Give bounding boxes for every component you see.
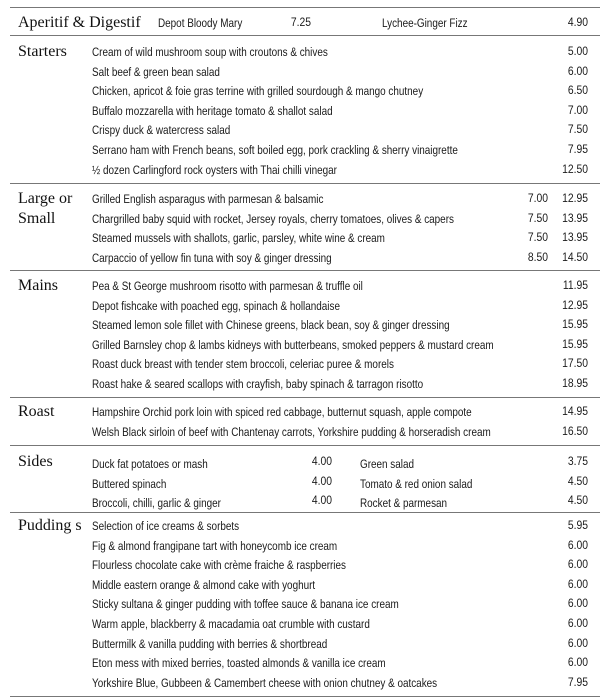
side-item-name: Tomato & red onion salad xyxy=(360,476,473,491)
menu-item-price: 6.00 xyxy=(567,618,588,630)
section-divider xyxy=(10,7,600,8)
section-title-puddings: Pudding s xyxy=(18,517,82,534)
side-item-name: Buttered spinach xyxy=(92,476,167,491)
menu-item-name: Crispy duck & watercress salad xyxy=(92,123,231,138)
menu-item-small-price: 7.50 xyxy=(527,232,548,245)
menu-item-price: 12.95 xyxy=(562,299,588,312)
section-title-mains: Mains xyxy=(18,277,58,294)
side-item-name: Green salad xyxy=(360,457,415,471)
menu-item-price: 6.00 xyxy=(567,657,588,670)
menu-item-price: 15.95 xyxy=(562,338,588,351)
side-item-name: Broccoli, chilli, garlic & ginger xyxy=(92,496,221,511)
side-item-price: 4.50 xyxy=(567,475,588,488)
menu-item-price: 6.00 xyxy=(567,539,588,552)
menu-item-price: 18.95 xyxy=(562,378,588,390)
section-divider xyxy=(10,512,600,513)
menu-item-price: 12.50 xyxy=(562,163,588,176)
menu-item-name: Depot fishcake with poached egg, spinach & hollandaise xyxy=(92,298,340,313)
section-divider xyxy=(10,696,600,697)
menu-item-price: 6.00 xyxy=(567,65,588,78)
side-item-price: 3.75 xyxy=(567,456,588,468)
side-item-price: 4.00 xyxy=(311,475,332,488)
menu-item-price: 15.95 xyxy=(562,319,588,332)
menu-item-name: Grilled English asparagus with parmesan & balsamic xyxy=(92,192,324,206)
menu-item-price: 16.50 xyxy=(562,425,588,438)
menu-item-price: 14.95 xyxy=(562,406,588,418)
menu-item-name: Salt beef & green bean salad xyxy=(92,64,220,79)
menu-item-name: Selection of ice creams & sorbets xyxy=(92,519,240,533)
menu-item-name: Warm apple, blackberry & macadamia oat crumble with custard xyxy=(92,617,370,631)
drink-price: 4.90 xyxy=(567,17,588,29)
menu-item-name: Eton mess with mixed berries, toasted almonds & vanilla ice cream xyxy=(92,656,386,671)
menu-item-name: Chargrilled baby squid with rocket, Jersey royals, cherry tomatoes, olives & capers xyxy=(92,211,454,226)
section-divider xyxy=(10,397,600,398)
menu-item-name: Buffalo mozzarella with heritage tomato & shallot salad xyxy=(92,103,333,118)
drink-name: Depot Bloody Mary xyxy=(158,16,243,30)
menu-item-price: 6.50 xyxy=(567,85,588,98)
menu-item-price: 6.00 xyxy=(567,559,588,572)
menu-item-name: Fig & almond frangipane tart with honeycomb ice cream xyxy=(92,538,338,553)
menu-item-price: 7.00 xyxy=(567,104,588,117)
menu-item-name: Flourless chocolate cake with crème fraiche & raspberries xyxy=(92,558,346,573)
menu-item-small-price: 7.00 xyxy=(527,193,548,205)
menu-item-price: 13.95 xyxy=(562,232,588,245)
menu-item-name: Middle eastern orange & almond cake with yoghurt xyxy=(92,577,316,592)
menu-item-name: Pea & St George mushroom risotto with parmesan & truffle oil xyxy=(92,279,363,293)
menu-item-price: 6.00 xyxy=(567,598,588,611)
section-title-starters: Starters xyxy=(18,43,67,60)
side-item-name: Duck fat potatoes or mash xyxy=(92,457,208,471)
menu-item-price: 12.95 xyxy=(562,193,588,205)
menu-item-small-price: 7.50 xyxy=(527,212,548,225)
side-item-price: 4.00 xyxy=(311,456,332,468)
menu-item-price: 6.00 xyxy=(567,637,588,650)
menu-item-price: 5.00 xyxy=(567,46,588,58)
drink-price: 7.25 xyxy=(290,17,311,29)
section-divider xyxy=(10,35,600,36)
menu-item-price: 5.95 xyxy=(567,520,588,532)
menu-item-name: Welsh Black sirloin of beef with Chantenay carrots, Yorkshire pudding & horseradish cream xyxy=(92,424,491,439)
menu-item-name: Roast hake & seared scallops with crayfish, baby spinach & tarragon risotto xyxy=(92,377,424,391)
section-title-aperitif: Aperitif & Digestif xyxy=(18,14,141,31)
drink-name: Lychee-Ginger Fizz xyxy=(382,16,468,30)
menu-item-price: 17.50 xyxy=(562,358,588,371)
menu-item-price: 7.95 xyxy=(567,676,588,689)
section-divider xyxy=(10,445,600,446)
side-item-price: 4.00 xyxy=(311,495,332,508)
menu-item-name: Steamed lemon sole fillet with Chinese greens, black bean, soy & ginger dressing xyxy=(92,318,450,333)
menu-item-name: Yorkshire Blue, Gubbeen & Camembert cheese with onion chutney & oatcakes xyxy=(92,675,438,690)
menu-item-price: 7.50 xyxy=(567,124,588,137)
menu-item-name: Roast duck breast with tender stem broccoli, celeriac puree & morels xyxy=(92,357,394,372)
menu-item-price: 11.95 xyxy=(562,280,588,292)
section-title-large-or-small: Large or Small xyxy=(18,190,73,227)
menu-item-price: 14.50 xyxy=(562,251,588,264)
menu-item-name: Steamed mussels with shallots, garlic, parsley, white wine & cream xyxy=(92,231,385,246)
menu-item-name: Cream of wild mushroom soup with croutons & chives xyxy=(92,45,328,59)
menu-item-small-price: 8.50 xyxy=(527,251,548,264)
section-divider xyxy=(10,270,600,271)
section-title-sides: Sides xyxy=(18,453,53,470)
section-title-roast: Roast xyxy=(18,403,55,420)
side-item-price: 4.50 xyxy=(567,495,588,508)
menu-item-name: Grilled Barnsley chop & lambs kidneys with butterbeans, smoked peppers & mustard cream xyxy=(92,337,494,352)
menu-item-price: 13.95 xyxy=(562,212,588,225)
menu-item-price: 7.95 xyxy=(567,144,588,156)
menu-item-name: Sticky sultana & ginger pudding with toffee sauce & banana ice cream xyxy=(92,597,399,612)
section-divider xyxy=(10,183,600,184)
menu-item-name: Chicken, apricot & foie gras terrine with grilled sourdough & mango chutney xyxy=(92,84,424,99)
menu-item-name: Serrano ham with French beans, soft boiled egg, pork crackling & sherry vinaigrette xyxy=(92,143,458,157)
menu-item-name: Carpaccio of yellow fin tuna with soy & ginger dressing xyxy=(92,250,332,265)
menu-item-price: 6.00 xyxy=(567,578,588,591)
menu-item-name: Buttermilk & vanilla pudding with berries & shortbread xyxy=(92,636,328,651)
menu-item-name: Hampshire Orchid pork loin with spiced red cabbage, butternut squash, apple compote xyxy=(92,405,472,419)
side-item-name: Rocket & parmesan xyxy=(360,496,448,511)
menu-item-name: ½ dozen Carlingford rock oysters with Thai chilli vinegar xyxy=(92,162,337,177)
